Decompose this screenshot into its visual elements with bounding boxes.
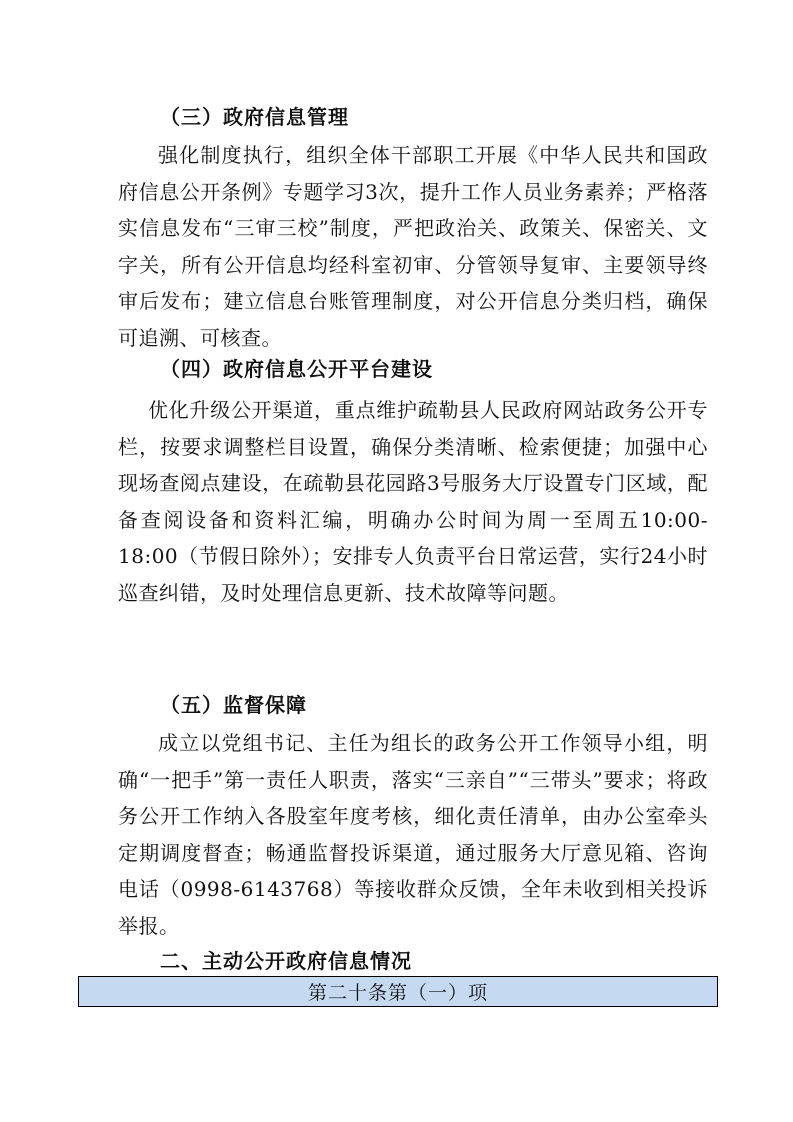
table-header-label: 第二十条第（一）项 (307, 982, 488, 1004)
section-body-3: 强化制度执行，组织全体干部职工开展《中华人民共和国政府信息公开条例》专题学习3次，提升工作人员业务素养；严格落实信息发布“三审三校”制度，严把政治关、政策关、保密关、文字关，所有公开信息均经科室初审、分管领导复审、主要领导终审后发布；建立信息台账管理制度，对公开信息分类归档，确保可追溯、可核查。 (118, 143, 708, 350)
section-body-4: 优化升级公开渠道，重点维护疏勒县人民政府网站政务公开专栏，按要求调整栏目设置，确保分类清晰、检索便捷；加强中心现场查阅点建设，在疏勒县花园路3号服务大厅设置专门区域，配备查阅设备和资料汇编，明确办公时间为周一至周五10:00-18:00（节假日除外）；安排专人负责平台日常运营，实行24小时巡查纠错，及时处理信息更新、技术故障等问题。 (118, 398, 708, 605)
section-title: 二、主动公开政府信息情况 (160, 949, 412, 973)
section-heading-4: （四）政府信息公开平台建设 (160, 357, 433, 381)
section-heading-3: （三）政府信息管理 (160, 105, 349, 129)
section-body-5: 成立以党组书记、主任为组长的政务公开工作领导小组，明确“一把手”第一责任人职责，落实“三亲自”“三带头”要求；将政务公开工作纳入各股室年度考核，细化责任清单，由办公室牵头定期调度督查；畅通监督投诉渠道，通过服务大厅意见箱、咨询电话（0998-6143768）等接收群众反馈，全年未收到相关投诉举报。 (118, 731, 708, 938)
section-heading-5: （五）监督保障 (160, 693, 307, 717)
table-header (78, 976, 718, 1007)
